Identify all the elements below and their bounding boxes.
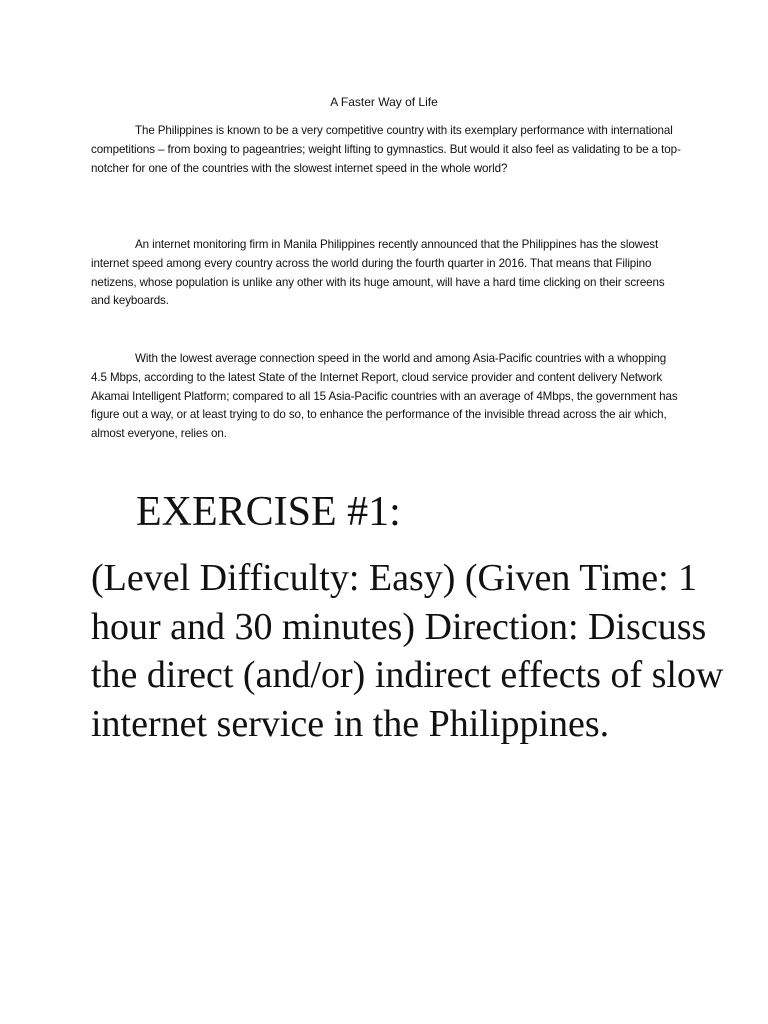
document-title: A Faster Way of Life: [330, 95, 438, 109]
paragraph-3: With the lowest average connection speed in the world and among Asia-Pacific countries with a whopping 4.5 Mbps, according to the latest State of the Internet Report, cloud service provider and content delivery Network Akamai Intelligent Platform; compared to all 15 Asia-Pacific countries with an average of 4Mbps, the government has figure out a way, or at least trying to do so, to enhance the performance of the invisible thread across the air which, almost everyone, relies on.: [91, 352, 678, 441]
exercise-title: EXERCISE #1:: [136, 489, 401, 535]
paragraph-2: An internet monitoring firm in Manila Philippines recently announced that the Philippines has the slowest internet speed among every country across the world during the fourth quarter in 2016. That means that Filipino netizens, whose population is unlike any other with its huge amount, will have a hard time clicking on their screens and keyboards.: [91, 238, 665, 308]
paragraph-1: The Philippines is known to be a very competitive country with its exemplary performance with international competitions – from boxing to pageantries; weight lifting to gymnastics. But would it also feel as validating to be a top-notcher for one of the countries with the slowest internet speed in the whole world?: [91, 124, 681, 175]
exercise-directions: (Level Difficulty: Easy) (Given Time: 1 hour and 30 minutes) Direction: Discuss the direct (and/or) indirect effects of slow internet service in the Philippines.: [91, 557, 724, 745]
